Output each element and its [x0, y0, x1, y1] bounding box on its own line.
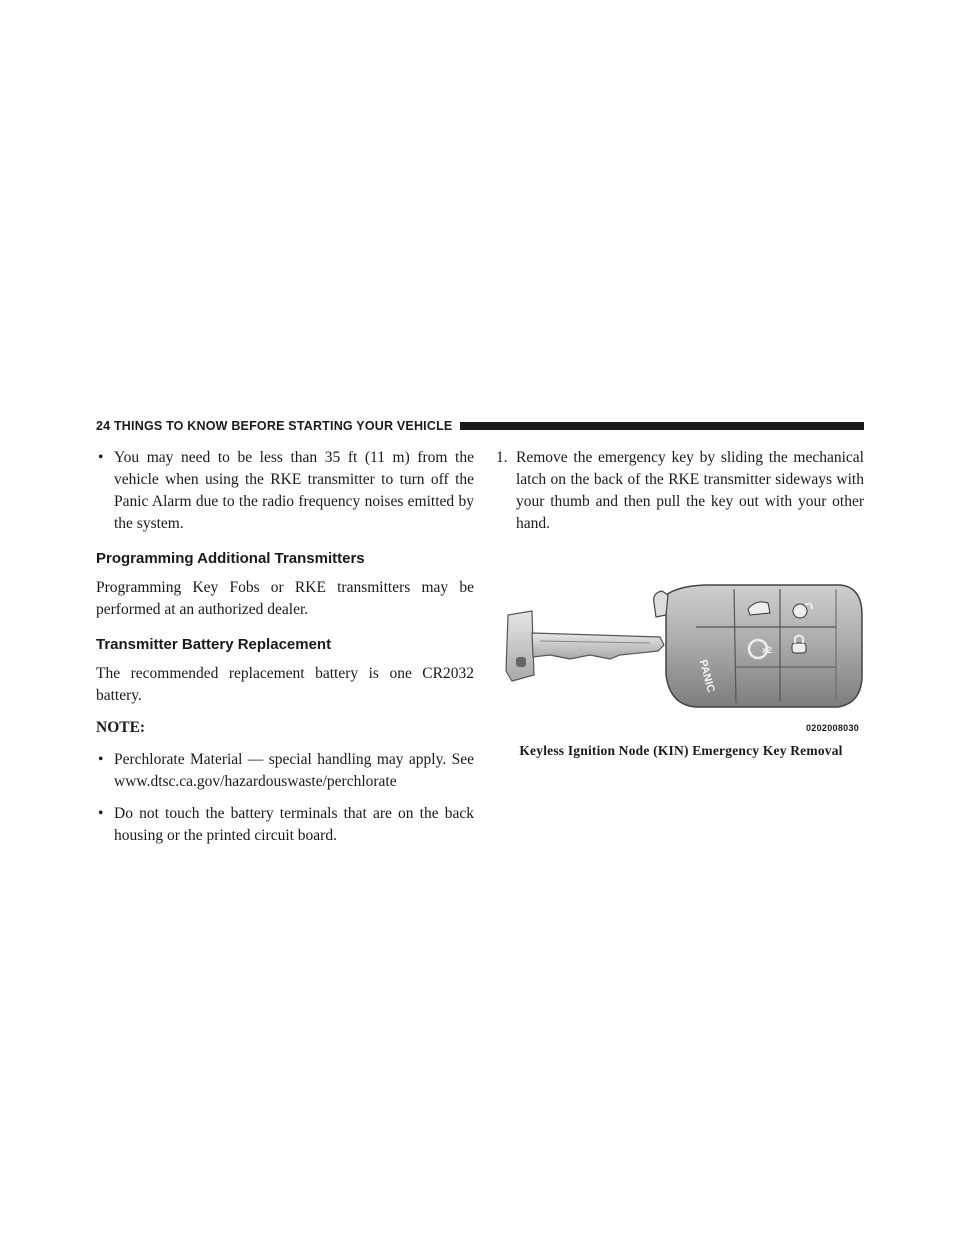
emergency-key-icon — [506, 611, 664, 681]
bullet-text: Perchlorate Material — special handling may apply. See www.dtsc.ca.gov/hazardouswaste/perchlorate — [114, 751, 474, 790]
bullet-text: Do not touch the battery terminals that are on the back housing or the printed circuit board. — [114, 805, 474, 844]
programming-paragraph: Programming Key Fobs or RKE transmitters may be performed at an authorized dealer. — [96, 579, 474, 618]
remote-start-label: x2 — [762, 645, 773, 655]
figure-caption: Keyless Ignition Node (KIN) Emergency Key Removal — [519, 743, 843, 758]
list-item — [96, 447, 474, 535]
header-rule — [460, 422, 864, 430]
heading-battery: Transmitter Battery Replacement — [96, 636, 332, 653]
bullet-text: You may need to be less than 35 ft (11 m) from the vehicle when using the RKE transmitter to turn off the Panic Alarm due to the radio frequency noises emitted by the system. — [114, 449, 474, 532]
figure-code: 0202008030 — [806, 723, 860, 733]
bullet-icon: • — [98, 805, 104, 822]
bullet-icon: • — [98, 751, 104, 768]
right-column — [496, 447, 864, 535]
battery-paragraph: The recommended replacement battery is one CR2032 battery. — [96, 665, 474, 704]
left-column — [96, 447, 474, 857]
step-number: 1. — [496, 449, 508, 466]
page-title: 24 THINGS TO KNOW BEFORE STARTING YOUR VEHICLE — [96, 419, 453, 433]
bullet-icon: • — [98, 449, 104, 466]
key-fob-svg — [500, 575, 870, 725]
page-header — [96, 416, 864, 436]
heading-programming: Programming Additional Transmitters — [96, 550, 365, 567]
note-label: NOTE: — [96, 719, 146, 736]
panic-button-label: PANIC — [696, 658, 717, 694]
list-item — [96, 749, 474, 793]
step-text: Remove the emergency key by sliding the mechanical latch on the back of the RKE transmitter sideways with your thumb and then pull the key out with your other hand. — [516, 449, 864, 532]
list-item — [96, 803, 474, 847]
key-fob-illustration — [500, 575, 870, 725]
step-item — [496, 447, 864, 535]
